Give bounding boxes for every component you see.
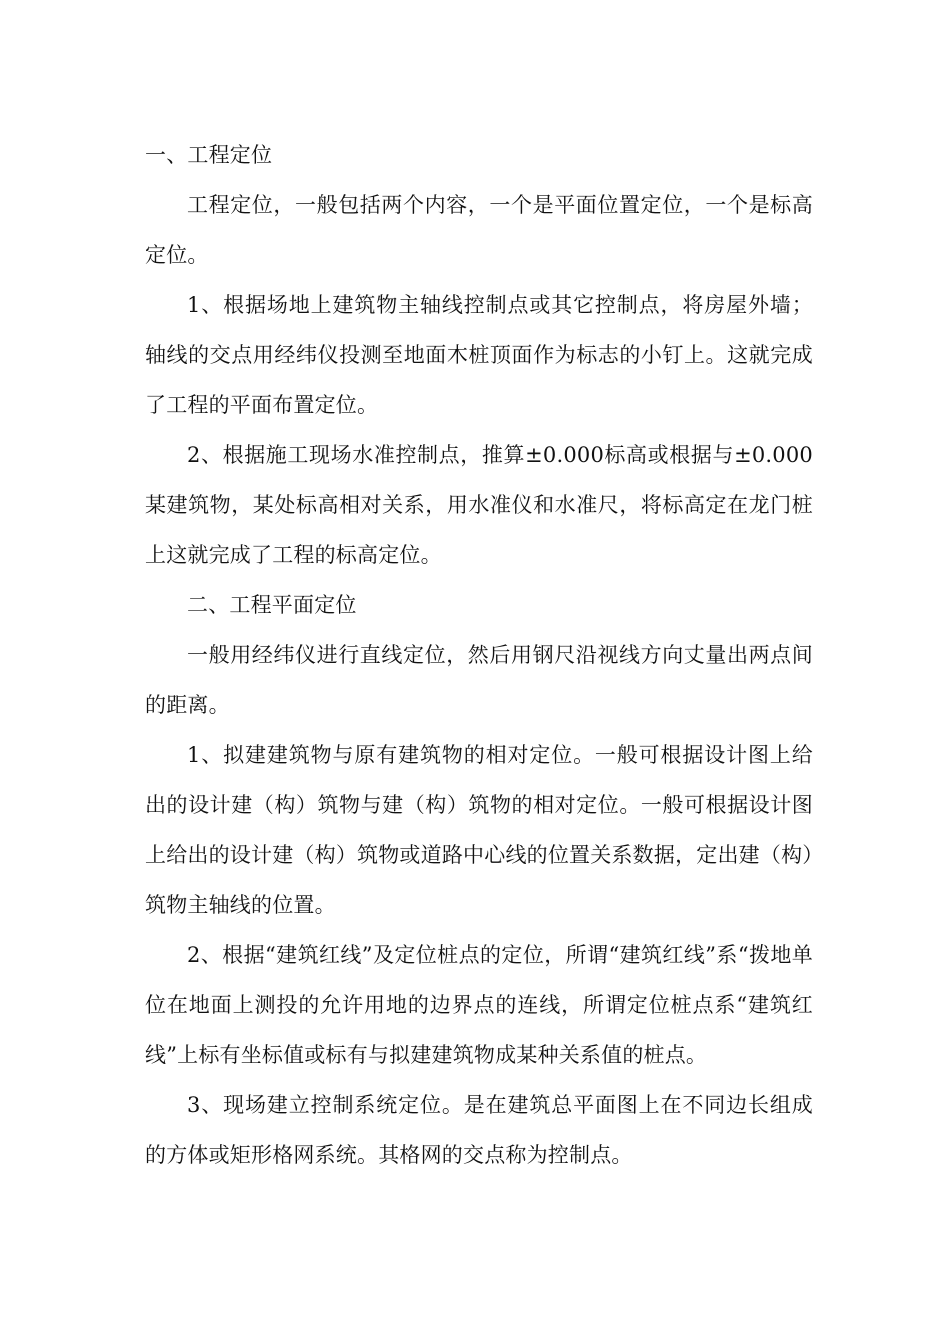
paragraph-4: 一般用经纬仪进行直线定位，然后用钢尺沿视线方向丈量出两点间的距离。 — [145, 643, 813, 717]
paragraph-2: 1、根据场地上建筑物主轴线控制点或其它控制点，将房屋外墙；轴线的交点用经纬仪投测至地面木桩顶面作为标志的小钉上。这就完成了工程的平面布置定位。 — [145, 293, 813, 417]
paragraph-1: 工程定位，一般包括两个内容，一个是平面位置定位，一个是标高定位。 — [145, 193, 813, 267]
paragraph-6: 2、根据“建筑红线”及定位桩点的定位，所谓“建筑红线”系“拨地单位在地面上测投的允许用地的边界点的连线，所谓定位桩点系“建筑红线”上标有坐标值或标有与拟建建筑物成某种关系值的桩点。 — [145, 943, 813, 1067]
document-body — [145, 130, 813, 1180]
paragraph-7: 3、现场建立控制系统定位。是在建筑总平面图上在不同边长组成的方体或矩形格网系统。其格网的交点称为控制点。 — [145, 1093, 813, 1167]
paragraph-5: 1、拟建建筑物与原有建筑物的相对定位。一般可根据设计图上给出的设计建（构）筑物与建（构）筑物的相对定位。一般可根据设计图上给出的设计建（构）筑物或道路中心线的位置关系数据，定出建（构）筑物主轴线的位置。 — [145, 743, 813, 917]
section-heading-2: 二、工程平面定位 — [187, 593, 357, 617]
section-heading-1: 一、工程定位 — [145, 143, 273, 167]
paragraph-3: 2、根据施工现场水准控制点，推算±0.000标高或根据与±0.000某建筑物，某处标高相对关系，用水准仪和水准尺，将标高定在龙门桩上这就完成了工程的标高定位。 — [145, 443, 813, 567]
